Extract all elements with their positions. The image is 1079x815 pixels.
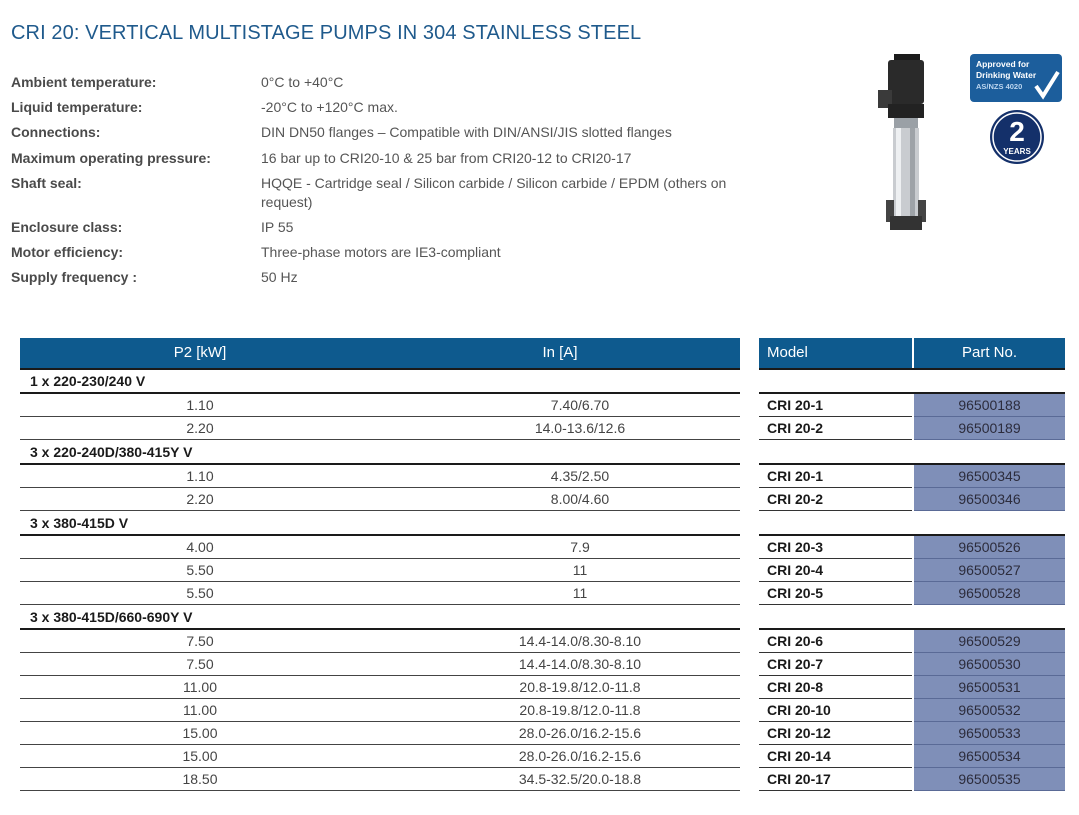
table-header-right xyxy=(759,338,1065,370)
drinking-water-badge xyxy=(970,54,1062,102)
current-cell: 11 xyxy=(572,562,588,578)
part-number-cell: 96500528 xyxy=(914,582,1065,605)
table-row xyxy=(20,722,740,745)
part-number-cell: 96500530 xyxy=(914,653,1065,676)
spec-label: Maximum operating pressure: xyxy=(11,150,211,166)
spec-value: 16 bar up to CRI20-10 & 25 bar from CRI20-12 to CRI20-17 xyxy=(261,150,632,166)
table-row xyxy=(20,417,740,440)
voltage-group-label: 1 x 220-230/240 V xyxy=(20,370,740,394)
part-number-cell: 96500189 xyxy=(914,417,1065,440)
model-row xyxy=(759,699,1065,722)
current-cell: 7.40/6.70 xyxy=(550,397,610,413)
model-cell: CRI 20-8 xyxy=(759,676,912,699)
model-row xyxy=(759,417,1065,440)
spec-value: -20°C to +120°C max. xyxy=(261,99,398,115)
model-cell: CRI 20-7 xyxy=(759,653,912,676)
part-number-cell: 96500188 xyxy=(914,394,1065,417)
voltage-group-label: 3 x 220-240D/380-415Y V xyxy=(20,441,740,465)
page-title: CRI 20: VERTICAL MULTISTAGE PUMPS IN 304 STAINLESS STEEL xyxy=(11,22,642,44)
model-row xyxy=(759,653,1065,676)
model-row xyxy=(759,465,1065,488)
model-row xyxy=(759,582,1065,605)
model-cell: CRI 20-1 xyxy=(759,394,912,417)
part-number-cell: 96500526 xyxy=(914,536,1065,559)
part-number-cell: 96500532 xyxy=(914,699,1065,722)
part-number-cell: 96500535 xyxy=(914,768,1065,791)
model-cell: CRI 20-2 xyxy=(759,417,912,440)
spec-label: Ambient temperature: xyxy=(11,74,157,90)
table-row xyxy=(20,488,740,511)
voltage-group-label: 3 x 380-415D V xyxy=(20,512,740,536)
p2-cell: 4.00 xyxy=(186,539,214,555)
model-cell: CRI 20-5 xyxy=(759,582,912,605)
header-in: In [A] xyxy=(542,344,578,361)
model-cell: CRI 20-17 xyxy=(759,768,912,791)
table-row xyxy=(20,465,740,488)
model-row xyxy=(759,745,1065,768)
p2-cell: 5.50 xyxy=(186,562,214,578)
model-cell: CRI 20-14 xyxy=(759,745,912,768)
p2-cell: 2.20 xyxy=(186,420,214,436)
model-row xyxy=(759,768,1065,791)
badge-line-3: AS/NZS 4020 xyxy=(976,82,1023,91)
current-cell: 20.8-19.8/12.0-11.8 xyxy=(519,679,641,695)
table-row xyxy=(20,676,740,699)
warranty-badge xyxy=(988,108,1046,166)
model-cell: CRI 20-6 xyxy=(759,630,912,653)
model-row xyxy=(759,722,1065,745)
model-row xyxy=(759,394,1065,417)
p2-cell: 1.10 xyxy=(186,397,214,413)
current-cell: 4.35/2.50 xyxy=(550,468,610,484)
spec-label: Liquid temperature: xyxy=(11,99,143,115)
table-row xyxy=(20,653,740,676)
p2-cell: 5.50 xyxy=(186,585,214,601)
model-row xyxy=(759,536,1065,559)
spec-value: DIN DN50 flanges – Compatible with DIN/ANSI/JIS slotted flanges xyxy=(261,124,672,140)
table-row xyxy=(20,559,740,582)
part-number-cell: 96500346 xyxy=(914,488,1065,511)
spec-value: HQQE - Cartridge seal / Silicon carbide / Silicon carbide / EPDM (others on request) xyxy=(261,175,727,210)
p2-cell: 18.50 xyxy=(182,771,218,787)
current-cell: 28.0-26.0/16.2-15.6 xyxy=(518,748,642,764)
current-cell: 11 xyxy=(572,585,588,601)
model-row xyxy=(759,630,1065,653)
spec-label: Connections: xyxy=(11,124,101,140)
spec-value: 50 Hz xyxy=(261,269,298,285)
model-cell: CRI 20-1 xyxy=(759,465,912,488)
p2-cell: 15.00 xyxy=(182,725,218,741)
pump-image xyxy=(872,52,932,238)
part-number-cell: 96500527 xyxy=(914,559,1065,582)
p2-cell: 7.50 xyxy=(186,633,214,649)
part-number-cell: 96500345 xyxy=(914,465,1065,488)
part-number-cell: 96500534 xyxy=(914,745,1065,768)
model-cell: CRI 20-4 xyxy=(759,559,912,582)
p2-cell: 2.20 xyxy=(186,491,214,507)
table-header-left xyxy=(20,338,740,370)
current-cell: 8.00/4.60 xyxy=(550,491,610,507)
current-cell: 7.9 xyxy=(570,539,590,555)
p2-cell: 11.00 xyxy=(183,702,217,718)
model-row xyxy=(759,559,1065,582)
header-model: Model xyxy=(767,344,808,361)
spec-label: Motor efficiency: xyxy=(11,244,124,260)
part-number-cell: 96500529 xyxy=(914,630,1065,653)
table-row xyxy=(20,745,740,768)
p2-cell: 15.00 xyxy=(182,748,218,764)
spec-label: Enclosure class: xyxy=(11,219,123,235)
spec-label: Shaft seal: xyxy=(11,175,82,191)
part-number-cell: 96500533 xyxy=(914,722,1065,745)
p2-cell: 7.50 xyxy=(186,656,214,672)
voltage-group-label: 3 x 380-415D/660-690Y V xyxy=(20,606,740,630)
model-cell: CRI 20-10 xyxy=(759,699,912,722)
badge-line-2: Drinking Water xyxy=(976,70,1037,80)
p2-cell: 11.00 xyxy=(183,679,217,695)
model-row xyxy=(759,488,1065,511)
badge-line-1: Approved for xyxy=(976,59,1030,69)
current-cell: 28.0-26.0/16.2-15.6 xyxy=(518,725,642,741)
warranty-years-number: 2 xyxy=(1009,116,1025,147)
model-row xyxy=(759,676,1065,699)
header-p2: P2 [kW] xyxy=(173,344,227,361)
current-cell: 20.8-19.8/12.0-11.8 xyxy=(519,702,641,718)
header-part: Part No. xyxy=(961,344,1018,361)
model-cell: CRI 20-12 xyxy=(759,722,912,745)
current-cell: 14.4-14.0/8.30-8.10 xyxy=(518,656,642,672)
p2-cell: 1.10 xyxy=(186,468,214,484)
warranty-years-label: YEARS xyxy=(1003,147,1031,156)
part-number-cell: 96500531 xyxy=(914,676,1065,699)
table-row xyxy=(20,536,740,559)
model-cell: CRI 20-3 xyxy=(759,536,912,559)
current-cell: 14.0-13.6/12.6 xyxy=(534,420,626,436)
table-row xyxy=(20,630,740,653)
spec-value: Three-phase motors are IE3-compliant xyxy=(261,244,501,260)
table-row xyxy=(20,768,740,791)
spec-label: Supply frequency : xyxy=(11,269,138,285)
spec-value: 0°C to +40°C xyxy=(261,74,344,90)
table-row xyxy=(20,699,740,722)
table-row xyxy=(20,394,740,417)
spec-value: IP 55 xyxy=(261,219,294,235)
current-cell: 34.5-32.5/20.0-18.8 xyxy=(518,771,642,787)
table-row xyxy=(20,582,740,605)
model-cell: CRI 20-2 xyxy=(759,488,912,511)
current-cell: 14.4-14.0/8.30-8.10 xyxy=(518,633,642,649)
